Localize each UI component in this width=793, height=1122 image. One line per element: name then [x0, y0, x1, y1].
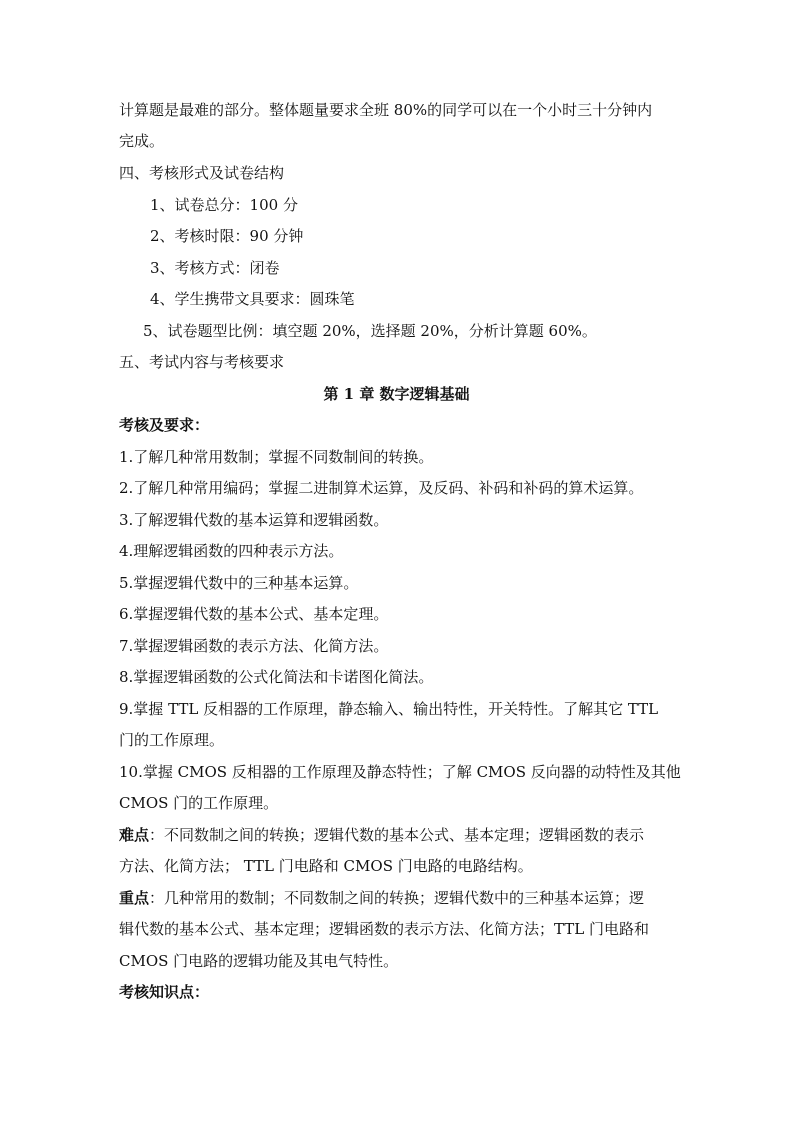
list-item: 4、学生携带文具要求：圆珠笔	[150, 290, 355, 308]
requirement-item-continued: CMOS 门的工作原理。	[119, 794, 279, 812]
requirement-item: 6.掌握逻辑代数的基本公式、基本定理。	[119, 605, 389, 623]
chapter-title: 第 1 章 数字逻辑基础	[323, 385, 470, 403]
section-heading-4: 四、考核形式及试卷结构	[119, 164, 285, 182]
requirement-item: 1.了解几种常用数制；掌握不同数制间的转换。	[119, 448, 434, 466]
key-points-text: ：几种常用的数制；不同数制之间的转换；逻辑代数中的三种基本运算；逻	[149, 889, 645, 907]
paragraph-line: 计算题是最难的部分。整体题量要求全班 80%的同学可以在一个小时三十分钟内	[119, 101, 653, 119]
requirement-item: 3.了解逻辑代数的基本运算和逻辑函数。	[119, 511, 389, 529]
knowledge-points-heading: 考核知识点：	[119, 983, 210, 1001]
requirement-item: 8.掌握逻辑函数的公式化简法和卡诺图化简法。	[119, 668, 434, 686]
list-item: 5、试卷题型比例：填空题 20%，选择题 20%，分析计算题 60%。	[143, 322, 597, 340]
requirement-item: 10.掌握 CMOS 反相器的工作原理及静态特性；了解 CMOS 反向器的动特性及其他	[119, 763, 681, 781]
list-item: 2、考核时限：90 分钟	[150, 227, 304, 245]
requirement-item: 7.掌握逻辑函数的表示方法、化简方法。	[119, 637, 389, 655]
difficulty-label: 难点	[119, 826, 150, 844]
key-points-text-continued: 辑代数的基本公式、基本定理；逻辑函数的表示方法、化简方法；TTL 门电路和	[119, 920, 650, 938]
requirement-item-continued: 门的工作原理。	[119, 731, 225, 749]
requirement-item: 5.掌握逻辑代数中的三种基本运算。	[119, 574, 359, 592]
key-points-paragraph	[119, 888, 679, 908]
requirement-item: 9.掌握 TTL 反相器的工作原理，静态输入、输出特性，开关特性。了解其它 TTL	[119, 700, 659, 718]
key-points-text-continued: CMOS 门电路的逻辑功能及其电气特性。	[119, 952, 399, 970]
difficulty-text: ：不同数制之间的转换；逻辑代数的基本公式、基本定理；逻辑函数的表示	[149, 826, 645, 844]
section-heading-5: 五、考试内容与考核要求	[119, 353, 285, 371]
difficulty-paragraph	[119, 825, 679, 845]
requirement-item: 4.理解逻辑函数的四种表示方法。	[119, 542, 344, 560]
list-item: 1、试卷总分：100 分	[150, 196, 298, 214]
key-points-label: 重点	[119, 889, 150, 907]
list-item: 3、考核方式：闭卷	[150, 259, 280, 277]
requirement-item: 2.了解几种常用编码；掌握二进制算术运算，及反码、补码和补码的算术运算。	[119, 479, 644, 497]
requirements-heading: 考核及要求：	[119, 416, 210, 434]
paragraph-line: 完成。	[119, 132, 165, 150]
difficulty-text-continued: 方法、化简方法； TTL 门电路和 CMOS 门电路的电路结构。	[119, 857, 533, 875]
